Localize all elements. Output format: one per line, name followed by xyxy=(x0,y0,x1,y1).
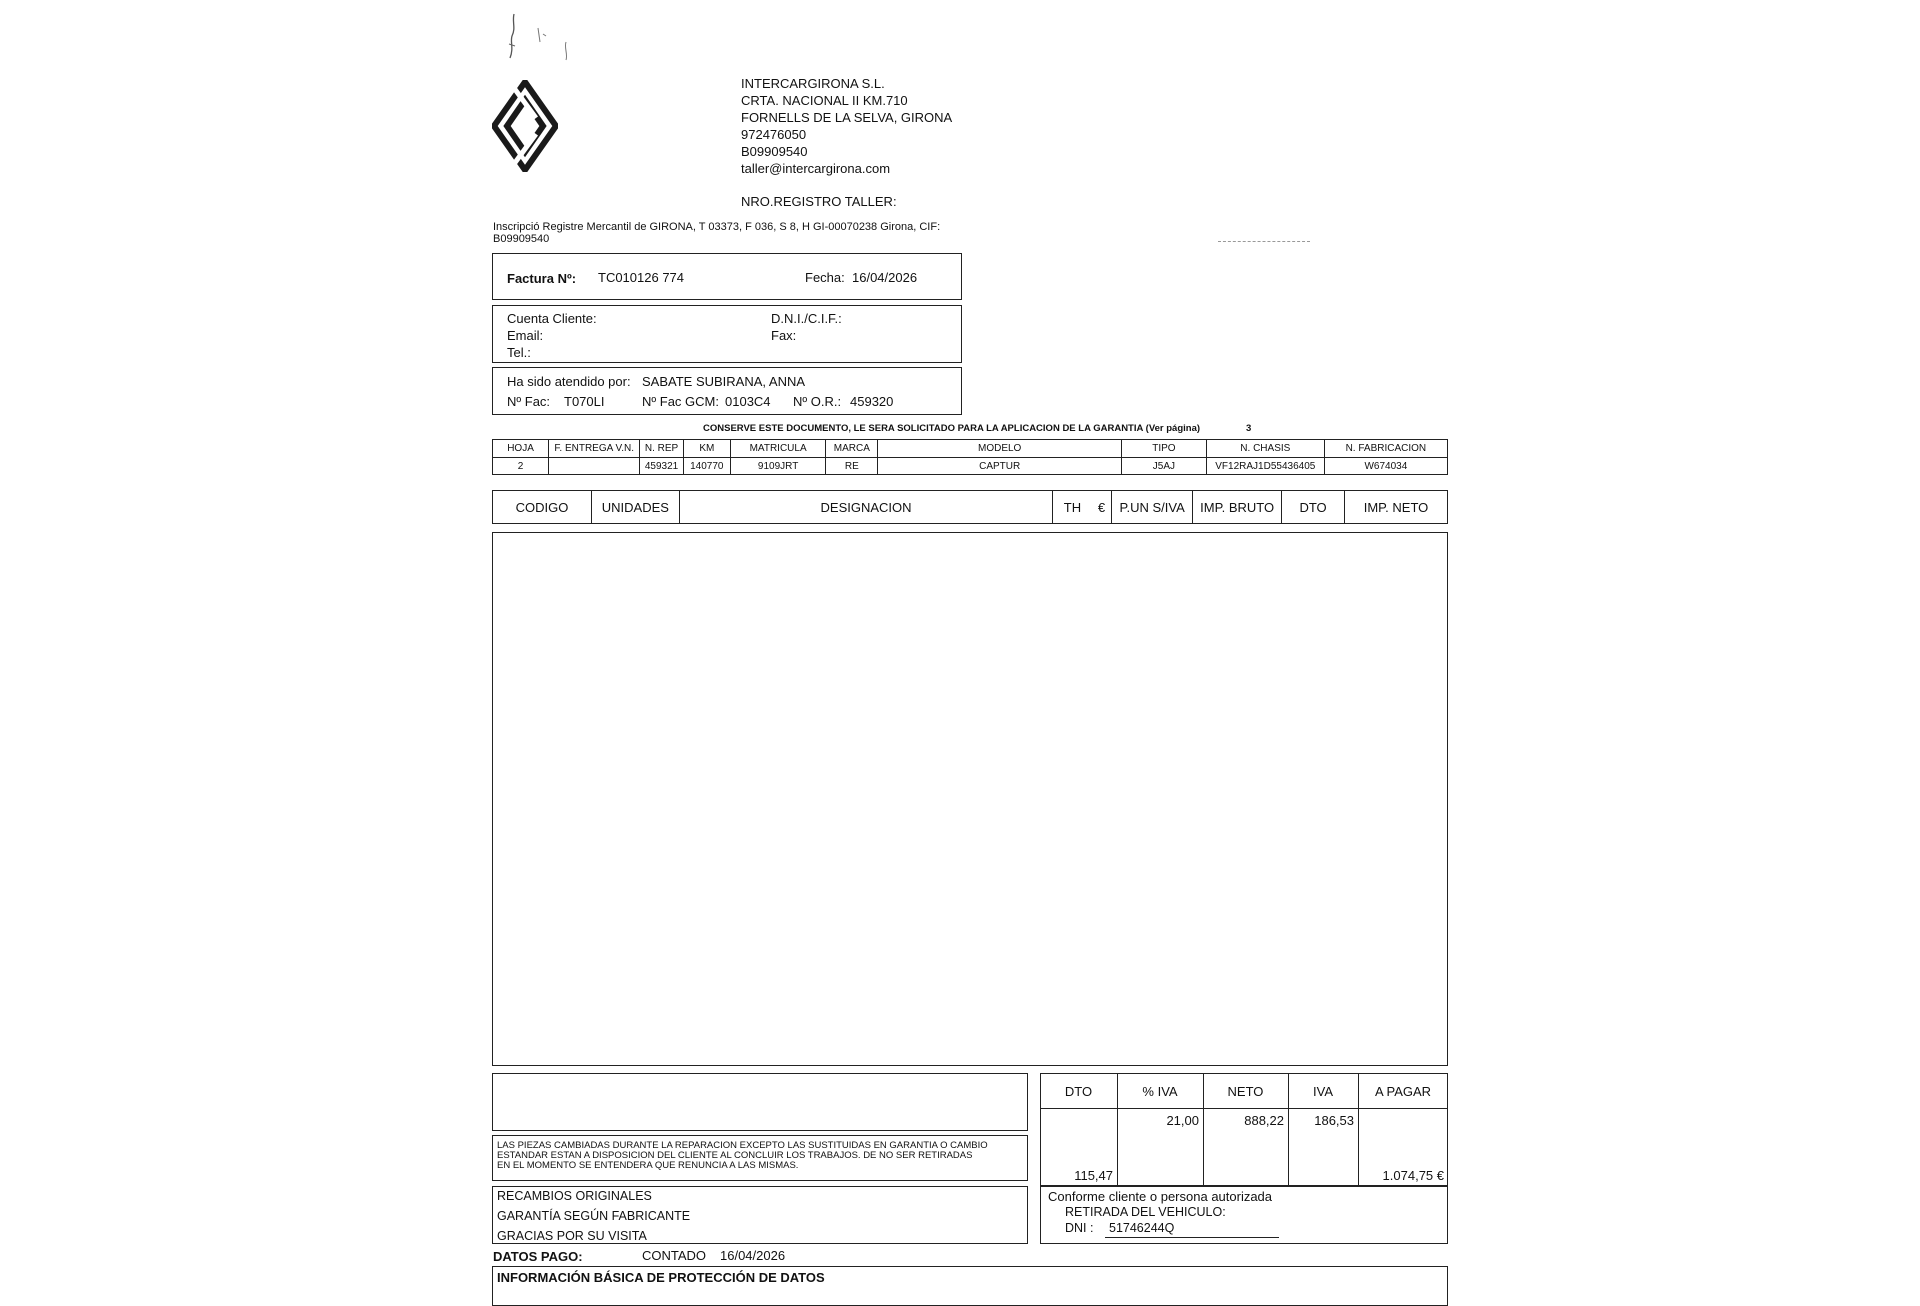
info-proteccion-title: INFORMACIÓN BÁSICA DE PROTECCIÓN DE DATOS xyxy=(497,1270,825,1285)
retirada-vehiculo: RETIRADA DEL VEHICULO: xyxy=(1065,1205,1226,1219)
datos-pago-value: CONTADO xyxy=(642,1248,707,1263)
warranty-notice-page: 3 xyxy=(1246,423,1252,434)
vehicle-marca: RE xyxy=(826,458,878,475)
legal-notice-line-1: LAS PIEZAS CAMBIADAS DURANTE LA REPARACION EXCEPTO LAS SUSTITUIDAS EN GARANTIA O CAMBIO xyxy=(497,1140,988,1151)
vehicle-km: 140770 xyxy=(683,458,730,475)
legal-notice-line-2: ESTANDAR ESTAN A DISPOSICION DEL CLIENTE AL CONCLUIR LOS TRABAJOS. DE NO SER RETIRADAS xyxy=(497,1150,973,1161)
vehicle-entrega xyxy=(549,458,640,475)
totals-header-neto: NETO xyxy=(1227,1084,1264,1099)
conforme-cliente: Conforme cliente o persona autorizada xyxy=(1048,1189,1273,1204)
fecha-value: 16/04/2026 xyxy=(852,270,918,285)
company-phone: 972476050 xyxy=(741,127,807,142)
lines-header-table xyxy=(492,490,1448,524)
company-email: taller@intercargirona.com xyxy=(741,161,891,176)
signature-line xyxy=(1105,1237,1279,1238)
lines-header-unidades: UNIDADES xyxy=(591,491,679,524)
datos-pago-date: 16/04/2026 xyxy=(720,1248,786,1263)
attended-label: Ha sido atendido por: xyxy=(507,374,631,389)
lines-header-pun: P.UN S/IVA xyxy=(1112,491,1193,524)
lines-header-th: TH xyxy=(1053,491,1092,524)
vehicle-header-marca: MARCA xyxy=(826,440,878,458)
vehicle-header-chasis: N. CHASIS xyxy=(1206,440,1324,458)
vehicle-fabricacion: W674034 xyxy=(1324,458,1447,475)
observations-box xyxy=(492,1073,1028,1131)
nfac-gcm-label: Nº Fac GCM: xyxy=(642,394,719,409)
vehicle-header-km: KM xyxy=(683,440,730,458)
fecha-label: Fecha: xyxy=(805,270,845,285)
registro-taller-label: NRO.REGISTRO TALLER: xyxy=(741,194,897,209)
totals-a-pagar: 1.074,75 € xyxy=(1382,1168,1444,1183)
vehicle-matricula: 9109JRT xyxy=(730,458,825,475)
totals-iva-pct: 21,00 xyxy=(1166,1113,1199,1128)
vehicle-header-hoja: HOJA xyxy=(493,440,549,458)
nfac-value: T070LI xyxy=(564,394,605,409)
dni-cif-label: D.N.I./C.I.F.: xyxy=(771,311,842,326)
lines-body xyxy=(492,532,1448,1066)
lines-header-euro: € xyxy=(1092,491,1112,524)
lines-header-dto: DTO xyxy=(1282,491,1345,524)
cuenta-cliente-label: Cuenta Cliente: xyxy=(507,311,597,326)
totals-header-dto: DTO xyxy=(1064,1084,1093,1099)
totals-iva: 186,53 xyxy=(1314,1113,1354,1128)
lines-header-imp-neto: IMP. NETO xyxy=(1345,491,1448,524)
gracias-visita: GRACIAS POR SU VISITA xyxy=(497,1229,647,1243)
totals-dto: 115,47 xyxy=(1074,1168,1113,1183)
company-address-1: CRTA. NACIONAL II KM.710 xyxy=(741,93,908,108)
vehicle-header-tipo: TIPO xyxy=(1121,440,1206,458)
nor-value: 459320 xyxy=(850,394,894,409)
totals-header-a-pagar: A PAGAR xyxy=(1374,1084,1432,1099)
company-address-2: FORNELLS DE LA SELVA, GIRONA xyxy=(741,110,953,125)
totals-header-iva-pct: % IVA xyxy=(1142,1084,1178,1099)
vehicle-header-matricula: MATRICULA xyxy=(730,440,825,458)
registro-mercantil: Inscripció Registre Mercantil de GIRONA, T 03373, F 036, S 8, H GI-00070238 Girona, CIF: xyxy=(493,221,941,233)
nfac-gcm-value: 0103C4 xyxy=(725,394,771,409)
email-label: Email: xyxy=(507,328,544,343)
dni-value: 51746244Q xyxy=(1109,1221,1175,1235)
lines-header-imp-bruto: IMP. BRUTO xyxy=(1193,491,1282,524)
company-name: INTERCARGIRONA S.L. xyxy=(741,76,885,91)
nor-label: Nº O.R.: xyxy=(793,394,842,409)
vehicle-table xyxy=(492,439,1448,475)
handwritten-mark xyxy=(500,8,580,68)
vehicle-header-entrega: F. ENTREGA V.N. xyxy=(549,440,640,458)
lines-header-codigo: CODIGO xyxy=(493,491,592,524)
nfac-label: Nº Fac: xyxy=(507,394,551,409)
garantia-fabricante: GARANTÍA SEGÚN FABRICANTE xyxy=(497,1209,691,1223)
vehicle-chasis: VF12RAJ1D55436405 xyxy=(1206,458,1324,475)
vehicle-header-fabricacion: N. FABRICACION xyxy=(1324,440,1447,458)
warranty-notice: CONSERVE ESTE DOCUMENTO, LE SERA SOLICITADO PARA LA APLICACION DE LA GARANTIA (Ver página) xyxy=(703,423,1201,434)
company-cif: B09909540 xyxy=(741,144,808,159)
totals-neto: 888,22 xyxy=(1244,1113,1284,1128)
vehicle-tipo: J5AJ xyxy=(1121,458,1206,475)
vehicle-modelo: CAPTUR xyxy=(878,458,1122,475)
factura-number: TC010126 774 xyxy=(598,270,685,285)
vehicle-nrep: 459321 xyxy=(640,458,683,475)
legal-notice-line-3: EN EL MOMENTO SE ENTENDERA QUE RENUNCIA A LAS MISMAS. xyxy=(497,1160,799,1171)
attended-name: SABATE SUBIRANA, ANNA xyxy=(642,374,806,389)
vehicle-hoja: 2 xyxy=(493,458,549,475)
faint-mark xyxy=(1218,241,1310,242)
dni-label: DNI : xyxy=(1065,1221,1094,1235)
factura-label: Factura Nº: xyxy=(507,271,577,286)
vehicle-header-modelo: MODELO xyxy=(878,440,1122,458)
datos-pago-label: DATOS PAGO: xyxy=(493,1249,583,1264)
totals-header-divider xyxy=(1040,1108,1448,1109)
fax-label: Fax: xyxy=(771,328,797,343)
totals-header-iva: IVA xyxy=(1313,1084,1333,1099)
tel-label: Tel.: xyxy=(507,345,531,360)
lines-header-designacion: DESIGNACION xyxy=(679,491,1052,524)
registro-mercantil-cont: B09909540 xyxy=(493,233,550,245)
vehicle-header-nrep: N. REP xyxy=(640,440,683,458)
recambios-originales: RECAMBIOS ORIGINALES xyxy=(497,1189,652,1203)
renault-logo xyxy=(492,80,558,172)
